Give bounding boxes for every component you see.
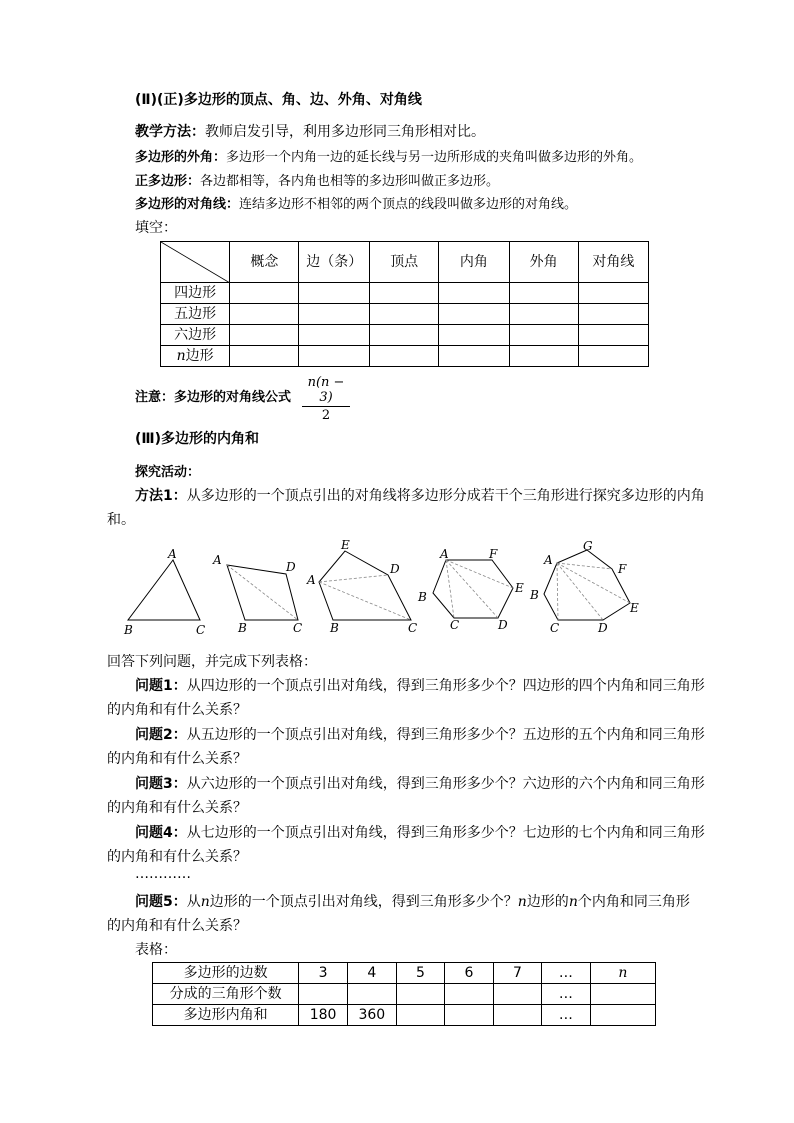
section-heading-3: (Ⅲ)多边形的内角和 (135, 431, 260, 447)
table-cell[interactable] (509, 283, 578, 304)
header-interior-angle: 内角 (439, 242, 509, 283)
exterior-angle-label: 多边形的外角： (135, 150, 227, 165)
question-5 (135, 891, 690, 911)
header-concept: 概念 (230, 242, 299, 283)
method1-label: 方法1： (135, 488, 187, 504)
row-label-pentagon: 五边形 (161, 304, 230, 325)
diagonal-label: 多边形的对角线： (135, 197, 240, 212)
table-cell[interactable] (439, 304, 509, 325)
table-cell: … (542, 1005, 591, 1026)
table-cell[interactable] (299, 346, 370, 367)
exterior-angle-def (135, 146, 642, 165)
hex-label-A: A (440, 547, 449, 561)
q5-text-d: 个内角和同三角形 (577, 894, 690, 910)
table-cell[interactable] (299, 325, 370, 346)
q4-label: 问题4： (135, 825, 187, 841)
table-cell: 5 (396, 963, 444, 984)
table-cell[interactable] (396, 1005, 444, 1026)
header-vertices: 顶点 (370, 242, 439, 283)
teaching-method-label: 教学方法： (135, 124, 205, 140)
table-cell[interactable] (578, 304, 648, 325)
q5-label: 问题5： (135, 894, 187, 910)
teaching-method-line (135, 121, 485, 141)
question-4 (135, 822, 705, 842)
table-cell[interactable] (230, 346, 299, 367)
header-diagonal: 对角线 (578, 242, 648, 283)
table-cell[interactable] (370, 325, 439, 346)
answer-intro: 回答下列问题，并完成下列表格： (107, 654, 317, 670)
q5-text-c: 边形的 (526, 894, 569, 910)
row-label-triangles: 分成的三角形个数 (153, 984, 299, 1005)
table-cell[interactable] (230, 304, 299, 325)
concept-table (160, 241, 649, 367)
q3-cont: 的内角和有什么关系？ (107, 800, 247, 816)
diagonal-formula (302, 375, 350, 423)
hept-label-F: F (618, 562, 627, 576)
diagonal-header-cell (161, 242, 230, 283)
method1-line (135, 485, 705, 505)
q4-text: 从七边形的一个顶点引出对角线，得到三角形多少个？七边形的七个内角和同三角形 (186, 825, 705, 841)
table-row (161, 346, 649, 367)
table-cell[interactable] (493, 1005, 541, 1026)
n-gon-suffix: 边形 (185, 348, 214, 364)
explore-activity-label: 探究活动： (135, 465, 201, 480)
polygon-figures (120, 537, 660, 637)
table-row (161, 283, 649, 304)
diagonal-text: 连结多边形不相邻的两个顶点的线段叫做多边形的对角线。 (239, 197, 578, 212)
row-label-angle-sum: 多边形内角和 (153, 1005, 299, 1026)
q5-text-a: 从 (186, 894, 201, 910)
table-cell: 180 (299, 1005, 348, 1026)
triangle-figure (123, 547, 205, 637)
n-variable: n (176, 348, 186, 364)
method1-cont: 和。 (107, 512, 135, 528)
table-cell[interactable] (396, 984, 444, 1005)
method1-text: 从多边形的一个顶点引出的对角线将多边形分成若干个三角形进行探究多边形的内角 (186, 488, 705, 504)
heptagon-figure (529, 539, 639, 635)
table-row (153, 1005, 656, 1026)
regular-polygon-label: 正多边形： (135, 174, 201, 189)
tri-label-C: C (196, 623, 206, 637)
q5-n-1: n (200, 894, 210, 910)
hept-label-B: B (530, 588, 539, 602)
diagonal-def (135, 193, 577, 212)
question-1 (135, 675, 705, 695)
q2-label: 问题2： (135, 727, 187, 743)
q2-cont: 的内角和有什么关系？ (107, 751, 247, 767)
question-2 (135, 724, 705, 744)
hept-label-D: D (598, 621, 608, 635)
table-cell: 4 (347, 963, 396, 984)
section-heading-2: (Ⅱ)(正)多边形的顶点、角、边、外角、对角线 (135, 92, 422, 108)
hex-label-B: B (418, 590, 427, 604)
pent-label-B: B (330, 621, 339, 635)
table-label: 表格： (135, 942, 177, 958)
table-cell[interactable] (299, 283, 370, 304)
q4-cont: 的内角和有什么关系？ (107, 849, 247, 865)
table-cell: 7 (493, 963, 541, 984)
table-cell[interactable] (578, 346, 648, 367)
pent-label-C: C (408, 621, 418, 635)
q5-n-3: n (568, 894, 578, 910)
formula-numerator: n(n − 3) (302, 375, 350, 407)
q1-text: 从四边形的一个顶点引出对角线，得到三角形多少个？四边形的四个内角和同三角形 (186, 678, 705, 694)
row-label-hexagon: 六边形 (161, 325, 230, 346)
quad-label-A: A (213, 553, 222, 567)
table-cell[interactable] (299, 304, 370, 325)
hept-label-G: G (583, 539, 593, 553)
hex-label-C: C (450, 618, 460, 632)
table-cell[interactable] (439, 325, 509, 346)
table-row (153, 963, 656, 984)
quad-label-B: B (238, 621, 247, 635)
q2-text: 从五边形的一个顶点引出对角线，得到三角形多少个？五边形的五个内角和同三角形 (186, 727, 705, 743)
ellipsis-dots: ………… (135, 866, 191, 882)
table-cell[interactable] (509, 346, 578, 367)
row-label-quadrilateral: 四边形 (161, 283, 230, 304)
tri-label-A: A (168, 547, 177, 561)
table-cell[interactable] (590, 984, 655, 1005)
regular-polygon-def (135, 170, 499, 189)
hexagon-figure (417, 547, 524, 632)
hex-label-F: F (489, 547, 498, 561)
table-row (153, 984, 656, 1005)
table-cell[interactable] (445, 1005, 493, 1026)
quadrilateral-figure (212, 553, 302, 635)
table-cell[interactable] (299, 984, 348, 1005)
question-3 (135, 773, 705, 793)
table-cell[interactable] (439, 346, 509, 367)
table-cell[interactable] (578, 283, 648, 304)
header-exterior-angle: 外角 (509, 242, 578, 283)
exterior-angle-text: 多边形一个内角一边的延长线与另一边所形成的夹角叫做多边形的外角。 (226, 150, 643, 165)
table-row (161, 325, 649, 346)
tri-label-B: B (124, 623, 133, 637)
table-cell[interactable] (493, 984, 541, 1005)
hex-label-D: D (498, 618, 508, 632)
table-cell[interactable] (230, 325, 299, 346)
formula-denominator: 2 (321, 408, 331, 423)
table-cell: … (542, 984, 591, 1005)
q3-label: 问题3： (135, 776, 187, 792)
table-cell[interactable] (347, 984, 396, 1005)
table-cell[interactable] (439, 283, 509, 304)
table-cell[interactable] (445, 984, 493, 1005)
table-cell[interactable] (578, 325, 648, 346)
table-cell: 3 (299, 963, 348, 984)
table-cell[interactable] (370, 346, 439, 367)
quad-label-C: C (293, 621, 303, 635)
q1-cont: 的内角和有什么关系？ (107, 702, 247, 718)
q3-text: 从六边形的一个顶点引出对角线，得到三角形多少个？六边形的六个内角和同三角形 (186, 776, 705, 792)
hept-label-E: E (630, 601, 639, 615)
q5-text-b: 边形的一个顶点引出对角线，得到三角形多少个？ (209, 894, 518, 910)
q1-label: 问题1： (135, 678, 187, 694)
quad-label-D: D (286, 560, 296, 574)
table-row (161, 304, 649, 325)
pentagon-figure (306, 538, 417, 635)
table-cell[interactable] (590, 1005, 655, 1026)
table-cell: n (590, 963, 655, 984)
table-cell[interactable] (230, 283, 299, 304)
row-label-n-gon (161, 346, 230, 367)
diagonal-formula-note: 注意：多边形的对角线公式 (135, 390, 292, 405)
table-cell[interactable] (509, 304, 578, 325)
interior-angle-table (152, 962, 656, 1026)
pent-label-D: D (390, 562, 400, 576)
header-sides: 边（条） (299, 242, 370, 283)
pent-label-E: E (341, 538, 350, 552)
hept-label-C: C (550, 621, 560, 635)
table-cell: 6 (445, 963, 493, 984)
row-label-sides: 多边形的边数 (153, 963, 299, 984)
teaching-method-text: 教师启发引导，利用多边形同三角形相对比。 (205, 124, 485, 140)
diagonal-header-line (161, 242, 230, 283)
table-cell[interactable] (509, 325, 578, 346)
hept-label-A: A (544, 553, 553, 567)
table-cell: … (542, 963, 591, 984)
q5-n-2: n (517, 894, 527, 910)
regular-polygon-text: 各边都相等，各内角也相等的多边形叫做正多边形。 (200, 174, 500, 189)
hex-label-E: E (515, 581, 524, 595)
table-cell: 360 (347, 1005, 396, 1026)
table-cell[interactable] (370, 304, 439, 325)
fill-in-label: 填空： (135, 220, 177, 236)
table-cell[interactable] (370, 283, 439, 304)
pent-label-A: A (307, 573, 316, 587)
q5-cont: 的内角和有什么关系？ (107, 918, 247, 934)
